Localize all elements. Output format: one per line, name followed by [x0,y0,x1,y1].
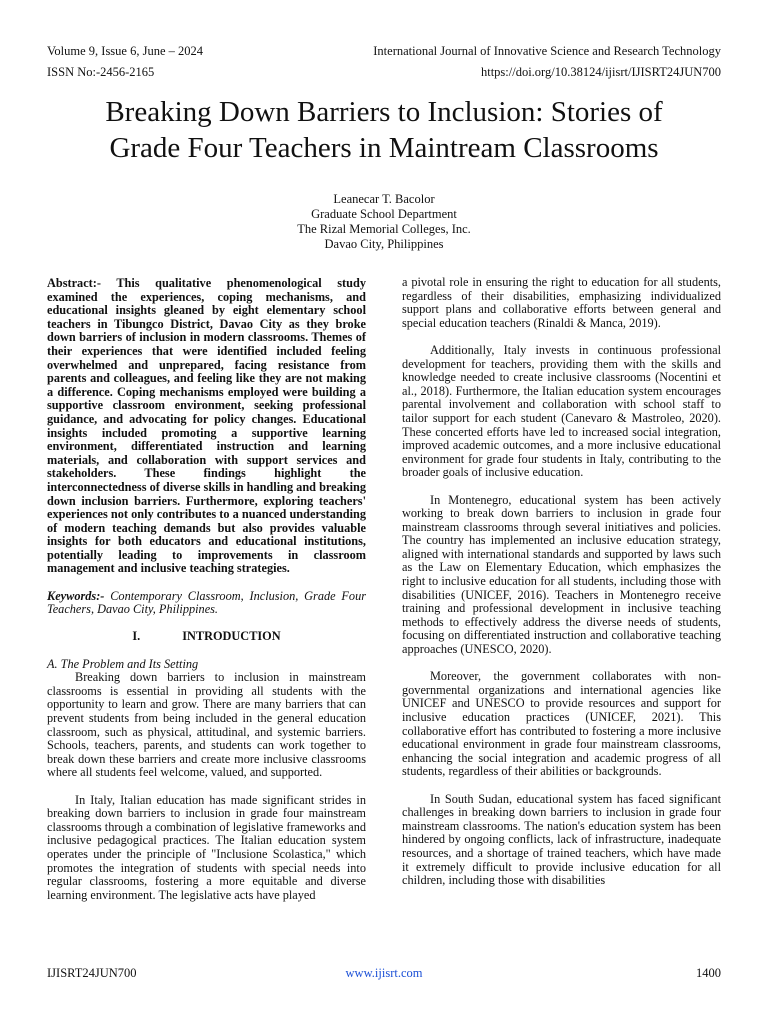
footer-website-link[interactable] [0,966,768,981]
title-line-2: Grade Four Teachers in Maintream Classrooms [109,132,659,164]
author-location: Davao City, Philippines [324,237,444,251]
paragraph: a pivotal role in ensuring the right to education for all students, regardless of their disabilities, emphasizing individualized support plans and collaborative efforts between general and special education teachers (Rinaldi & Manca, 2019). [402,275,721,330]
journal-name: International Journal of Innovative Science and Research Technology [373,44,721,58]
section-title: INTRODUCTION [182,629,281,644]
issn: ISSN No:-2456-2165 [47,65,155,79]
keywords-label: Keywords:- [47,588,105,603]
author-block [184,192,584,252]
author-name: Leanecar T. Bacolor [333,192,435,206]
doi-link[interactable]: https://doi.org/10.38124/ijisrt/IJISRT24JUN700 [480,65,721,79]
page-number: 1400 [696,966,721,980]
section-heading [47,630,366,644]
abstract [47,277,366,576]
author-department: Graduate School Department [311,207,457,221]
footer-website-text[interactable]: www.ijisrt.com [345,966,423,980]
paragraph: In Montenegro, educational system has been actively working to break down barriers to inclusion in grade four mainstream classrooms through several initiatives and policies. The country has implemented an inclusive education strategy, aligned with international standards and supported by laws such as the Law on Elementary Education, which emphasizes the right to inclusive education for all students, including those with disabilities (UNICEF, 2016). Teachers in Montenegro receive training and professional development in inclusive teaching methods to effectively address the diverse needs of students, focusing on differentiated instruction and collaborative teaching approaches (UNESCO, 2020). [402,492,721,657]
keywords-text: Contemporary Classroom, Inclusion, Grade Four Teachers, Davao City, Philippines. [47,588,367,617]
section-number: I. [132,629,141,644]
footer-paper-code: IJISRT24JUN700 [47,966,137,980]
paragraph: In South Sudan, educational system has faced significant challenges in breaking down barriers to inclusion in grade four mainstream classrooms. The nation's education system has been hindered by ongoing conflicts, lack of infrastructure, inadequate resources, and a shortage of trained teachers, which have made it extremely difficult to provide inclusive education for all children, including those with disabilities [402,791,721,888]
keywords [47,590,366,617]
paragraph: Additionally, Italy invests in continuous professional development for teachers, providing them with the skills and knowledge needed to create inclusive classrooms (Nocentini et al., 2018). Furthermore, the Italian education system encourages parental involvement and collaboration with school staff to tailor support for each student (Canevaro & Mastroleo, 2020). These concerted efforts have led to increased social integration, improved academic outcomes, and a more inclusive educational environment for grade four students in Italy, contributing to the broader goals of inclusive education. [402,342,721,480]
right-column [402,276,721,888]
subsection-heading: A. The Problem and Its Setting [47,656,199,671]
paragraph: Moreover, the government collaborates with non-governmental organizations and international agencies like UNICEF and UNESCO to provide resources and support for inclusive education practices (UNICEF, 2021). This collaborative effort has contributed to fostering a more inclusive educational environment in grade four mainstream classrooms, enhancing the social integration and academic progress of all students, regardless of their abilities or backgrounds. [402,669,721,779]
author-institution: The Rizal Memorial Colleges, Inc. [297,222,471,236]
abstract-label: Abstract:- [47,276,101,290]
paper-title [40,94,728,166]
paragraph: Breaking down barriers to inclusion in mainstream classrooms is essential in providing all students with the opportunity to learn and grow. There are many barriers that can prevent students from being included in the general education classroom, such as physical, attitudinal, and systemic barriers. Schools, teachers, parents, and students can work together to break down these barriers and create more inclusive classrooms where all students feel welcome, valued, and supported. [47,670,366,780]
abstract-text: This qualitative phenomenological study examined the experiences, coping mechanisms, and educational insights gleaned by eight elementary school teachers in Tibungco District, Davao City as they broke down barriers of inclusion in modern classrooms. Themes of their experiences that were identified included feeling overwhelmed and unprepared, facing resistance from parents and colleagues, and feeling like they are not making a difference. Coping mechanisms employed were building a supportive classroom environment, seeking professional guidance, and advocating for policy changes. Educational insights included promoting a supportive learning environment, differentiated instruction and learning materials, and collaboration with support services and stakeholders. These findings highlight the interconnectedness of diverse skills in handling and breaking down inclusion barriers. Furthermore, exploring teachers' experiences not only contributes to a nuanced understanding of modern teaching demands but also provides valuable insights for both educators and educational institutions, potentially leading to improvements in classroom management and inclusive teaching strategies. [47,276,366,576]
left-column [47,277,366,902]
paragraph: In Italy, Italian education has made significant strides in breaking down barriers to inclusion in grade four mainstream classrooms through a combination of legislative frameworks and inclusive pedagogical practices. The Italian education system operates under the principle of "Inclusione Scolastica," which promotes the integration of students with special needs into regular classrooms, fostering a more equitable and diverse learning environment. The legislative acts have played [47,792,366,902]
volume-info: Volume 9, Issue 6, June – 2024 [47,44,204,58]
title-line-1: Breaking Down Barriers to Inclusion: Stories of [105,96,663,128]
